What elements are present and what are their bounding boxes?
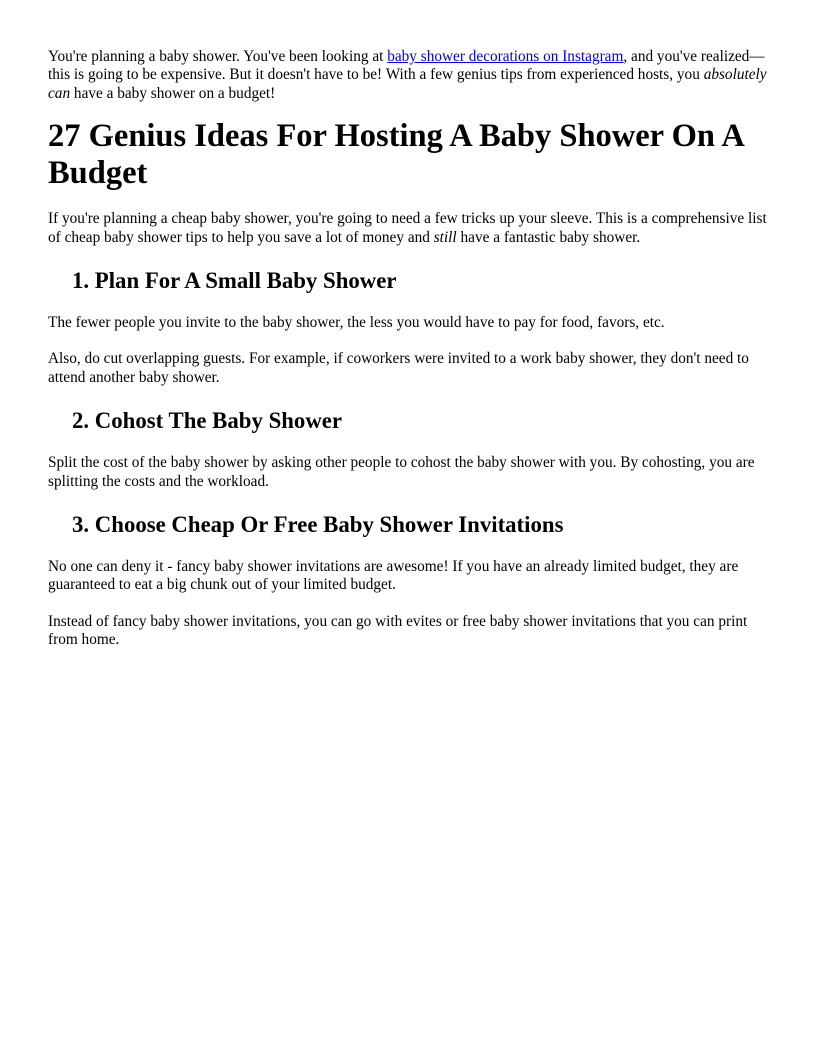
section-2-paragraph-1: Split the cost of the baby shower by asking other people to cohost the baby shower with you. By cohosting, you are splitting the costs and the workload. — [48, 454, 755, 490]
lead-emphasis: still — [433, 228, 457, 246]
intro-paragraph — [48, 48, 768, 103]
section-heading-1: 1. Plan For A Small Baby Shower — [72, 268, 397, 294]
intro-text-end: have a baby shower on a budget! — [70, 84, 276, 102]
section-3-paragraph-1: No one can deny it - fancy baby shower invitations are awesome! If you have an already limited budget, they are guaranteed to eat a big chunk out of your limited budget. — [48, 558, 739, 594]
lead-text-end: have a fantastic baby shower. — [456, 228, 641, 246]
section-1-paragraph-2: Also, do cut overlapping guests. For example, if coworkers were invited to a work baby shower, they don't need to attend another baby shower. — [48, 350, 749, 386]
section-3-paragraph-2: Instead of fancy baby shower invitations, you can go with evites or free baby shower invitations that you can print from home. — [48, 612, 748, 649]
section-1-paragraph-1: The fewer people you invite to the baby shower, the less you would have to pay for food, favors, etc. — [48, 314, 665, 332]
section-heading-2: 2. Cohost The Baby Shower — [72, 408, 343, 434]
intro-emphasis: absolutely can — [48, 66, 767, 102]
intro-text-before-link: You're planning a baby shower. You've been looking at — [48, 48, 388, 65]
instagram-decorations-link[interactable]: baby shower decorations on Instagram — [387, 48, 624, 65]
lead-text: If you're planning a cheap baby shower, you're going to need a few tricks up your sleeve. This is a comprehensive list of cheap baby shower tips to help you save a lot of money and — [48, 210, 767, 246]
intro-text-after-link: , and you've realized—this is going to be expensive. But it doesn't have to be! With a few genius tips from experienced hosts, you — [48, 48, 765, 84]
section-heading-3: 3. Choose Cheap Or Free Baby Shower Invitations — [72, 512, 564, 538]
page-title: 27 Genius Ideas For Hosting A Baby Shower On A Budget — [48, 118, 744, 192]
lead-paragraph — [48, 210, 768, 247]
